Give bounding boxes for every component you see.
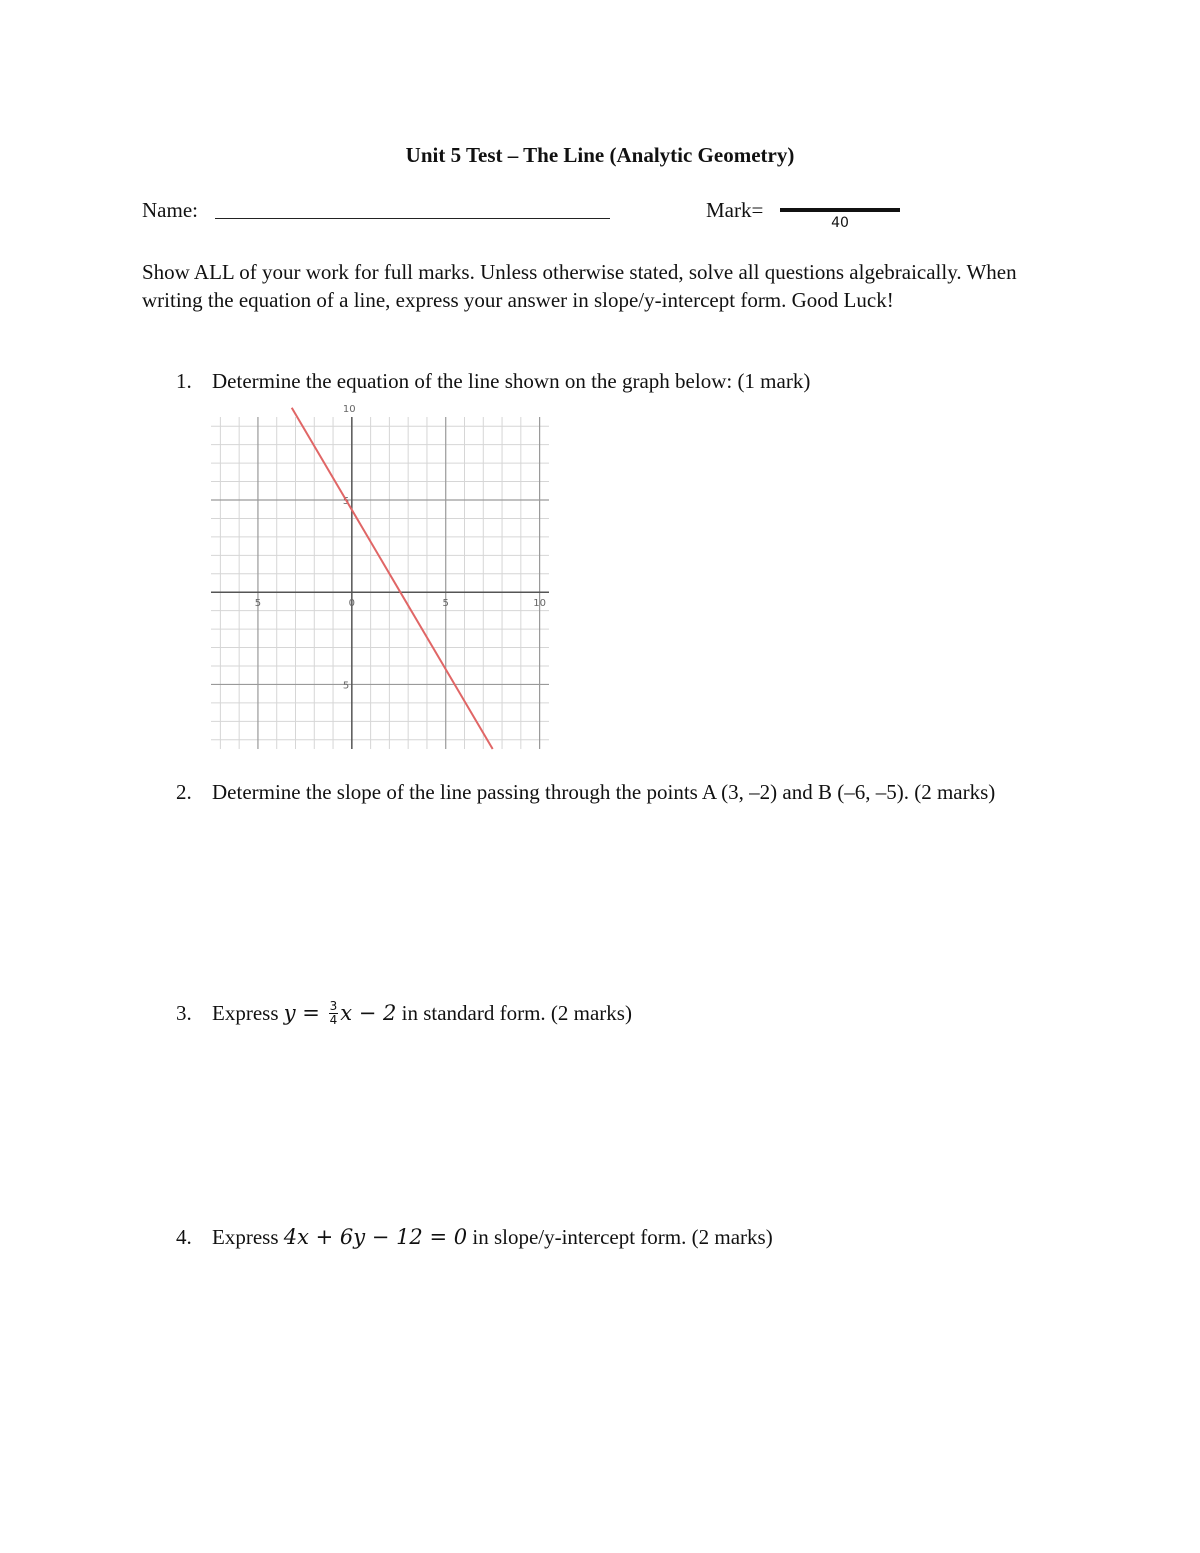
question-number: 2. <box>176 780 192 804</box>
question-number: 4. <box>176 1225 192 1249</box>
y-tick-label: 10 <box>342 403 356 415</box>
question-text: Determine the equation of the line shown on the graph below: (1 mark) <box>212 369 811 393</box>
question-number: 3. <box>176 1001 192 1025</box>
fraction-denominator: 4 <box>329 1012 338 1027</box>
graph-line <box>292 408 493 749</box>
mark-denominator: 40 <box>831 215 849 231</box>
question-1 <box>176 368 1042 395</box>
y-tick-label: 5 <box>342 680 350 692</box>
mark-fraction-bar <box>780 208 900 212</box>
x-tick-label: 5 <box>254 598 262 610</box>
minor-gridlines <box>211 417 549 749</box>
question-prefix: Express <box>212 1001 284 1025</box>
question-4 <box>176 1224 1042 1251</box>
x-tick-label: 5 <box>442 598 449 610</box>
question-text: Determine the slope of the line passing through the points A (3, –2) and B (–6, –5). (2 marks) <box>212 780 996 804</box>
equation-left: y = <box>283 1001 327 1025</box>
name-blank-line[interactable] <box>215 218 610 219</box>
equation: 4x + 6y − 12 = 0 <box>283 1225 468 1249</box>
question-2 <box>176 779 1042 806</box>
question-3 <box>176 1000 1042 1029</box>
coordinate-graph <box>211 403 549 749</box>
question-prefix: Express <box>212 1225 284 1249</box>
equation-right: x − 2 <box>340 1001 397 1025</box>
name-label: Name: <box>142 198 198 222</box>
mark-label: Mark= <box>706 198 764 222</box>
question-suffix: in slope/y-intercept form. (2 marks) <box>467 1225 773 1249</box>
page-title: Unit 5 Test – The Line (Analytic Geometry) <box>405 143 795 167</box>
fraction-numerator: 3 <box>329 998 338 1013</box>
question-suffix: in standard form. (2 marks) <box>396 1001 632 1025</box>
instructions: Show ALL of your work for full marks. Unless otherwise stated, solve all questions algebraically. When writing the equation of a line, express your answer in slope/y-intercept form. Good Luck! <box>142 260 1017 312</box>
series-line <box>292 408 493 749</box>
y-tick-label: 5 <box>342 496 350 507</box>
axes <box>211 417 549 749</box>
question-number: 1. <box>176 369 192 393</box>
x-tick-label: 0 <box>348 598 356 610</box>
fraction <box>329 1000 339 1027</box>
major-gridlines <box>211 417 549 749</box>
x-tick-label: 10 <box>533 598 546 610</box>
